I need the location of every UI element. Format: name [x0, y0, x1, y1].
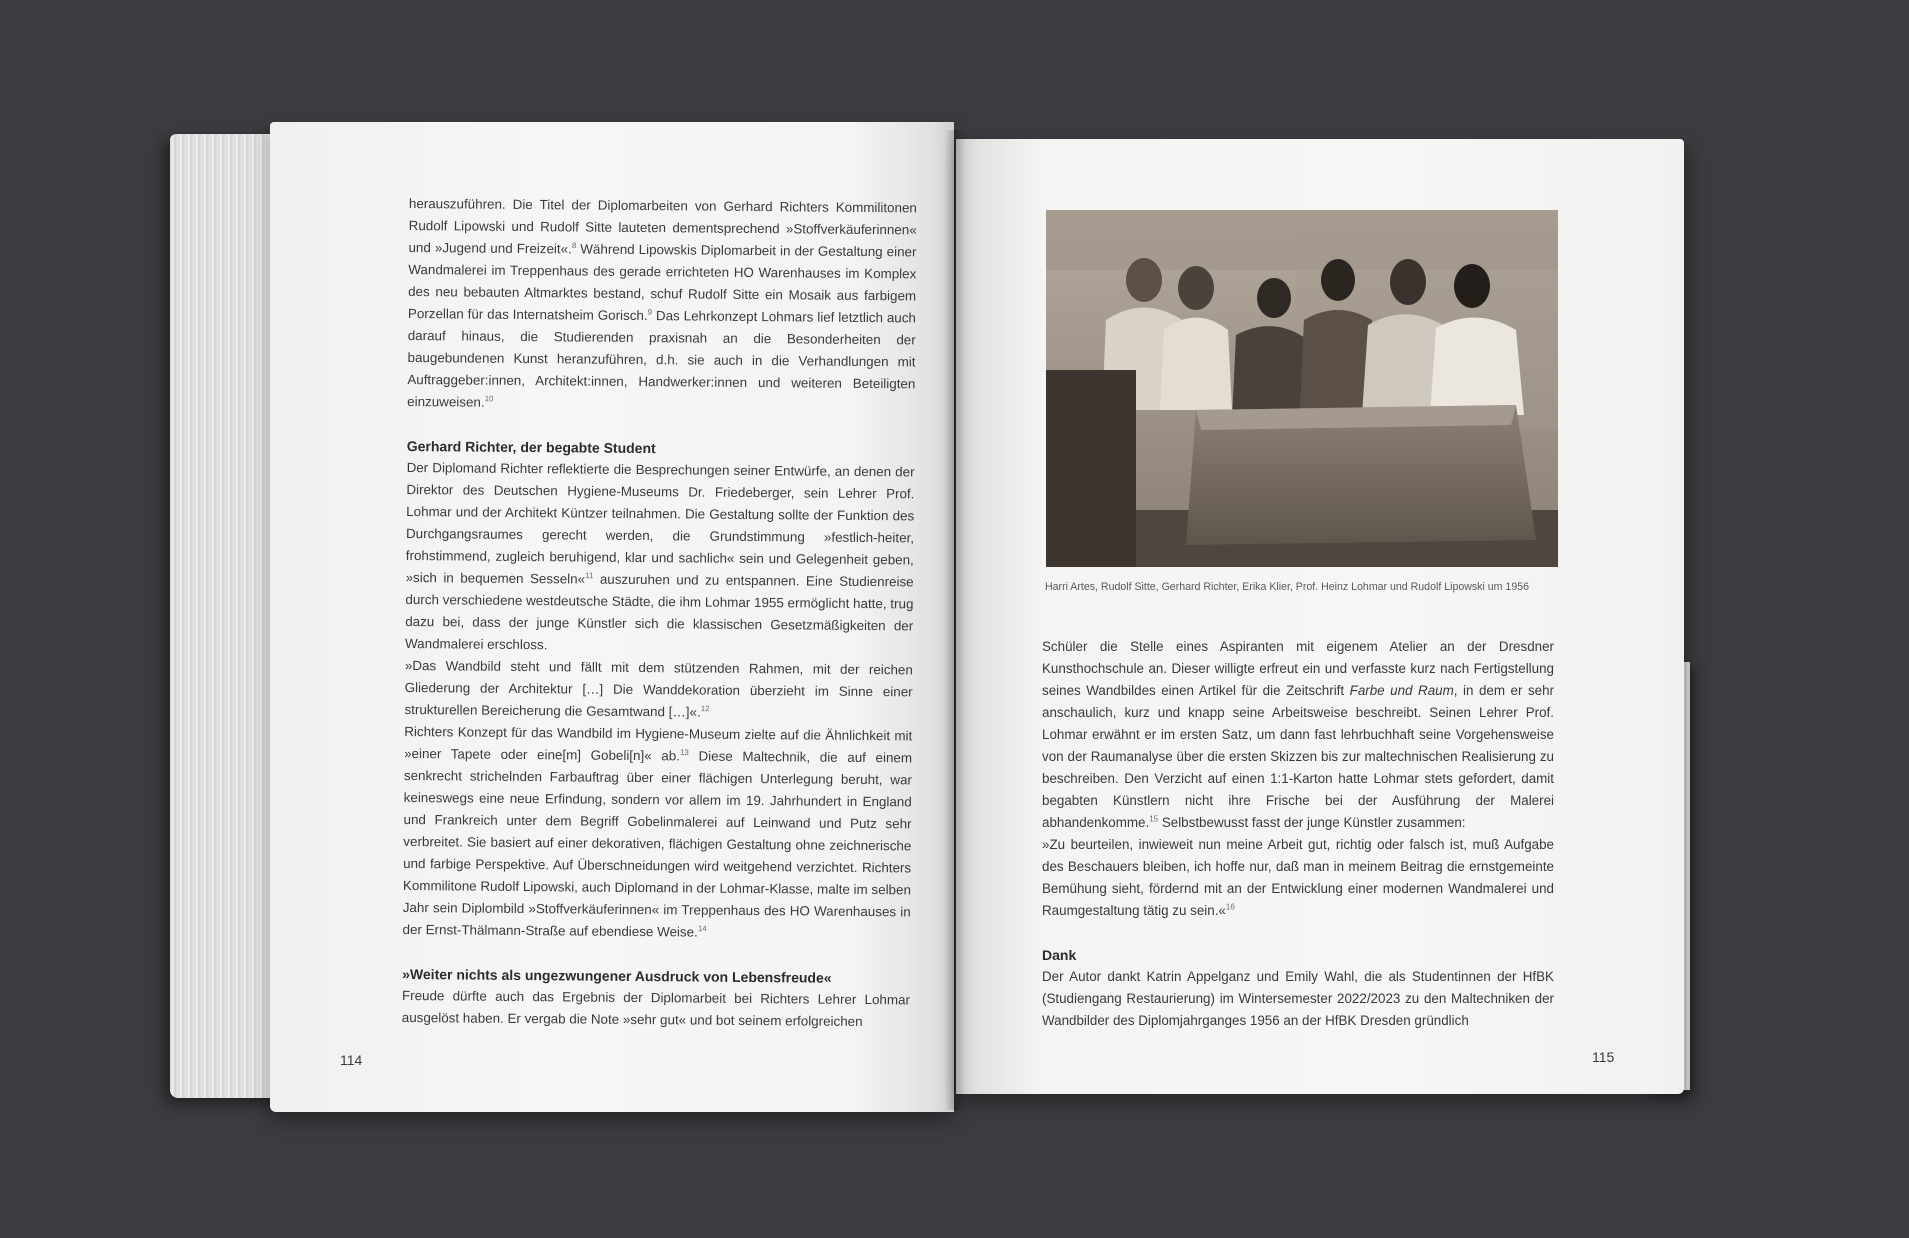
section-heading: Dank	[1042, 947, 1077, 963]
photo-caption: Harri Artes, Rudolf Sitte, Gerhard Richter, Erika Klier, Prof. Heinz Lohmar und Rudolf Lipowski um 1956	[1045, 581, 1529, 593]
footnote-ref: 9	[647, 307, 653, 317]
footnote-ref: 11	[585, 571, 594, 581]
section-heading: Gerhard Richter, der begabte Student	[406, 437, 656, 457]
page-number-right: 115	[1592, 1049, 1615, 1065]
quote-paragraph: »Das Wandbild steht und fällt mit dem stützenden Rahmen, mit der reichen Gliederung der Architektur […] Die Wanddekoration überzieht im Sinne einer strukturellen Bereicherung die Gesamtwand […]«.$^{12}$	[404, 657, 913, 720]
footnote-ref: 8	[571, 240, 577, 250]
footnote-ref: 16	[1225, 902, 1235, 912]
section-heading: »Weiter nichts als ungezwungener Ausdruck von Lebensfreude«	[402, 965, 832, 986]
footnote-ref: 12	[700, 704, 710, 714]
paragraph: herauszuführen. Die Titel der Diplomarbeiten von Gerhard Richters Kommilitonen Rudolf Lipowski und Rudolf Sitte lauteten dementsprechend »Stoffverkäuferinnen« und »Jugend und Freizeit«.$^8$ Während Lipowskis Diplomarbeit in der Gestaltung einer Wandmalerei im Treppenhaus des gerade errichteten HO Warenhauses im Komplex des neu bebauten Altmarktes bestand, schuf Rudolf Sitte ein Mosaik aus farbigem Porzellan für das Internatsheim Gorisch.$^9$ Das Lehrkonzept Lohmars lief letztlich auch darauf hinaus, die Studierenden praxisnah an die Besonderheiten der baugebundenen Kunst heranzuführen, d.h. sie auch in die Verhandlungen mit Auftraggeber:innen, Architekt:innen, Handwerker:innen und weiteren Beteiligten einzuweisen.$^{10}$	[407, 195, 917, 410]
paragraph: Richters Konzept für das Wandbild im Hygiene-Museum zielte auf die Ähnlichkeit mit »einer Tapete oder eine[m] Gobeli[n]« ab.$^{13}$ Diese Maltechnik, die auf einem senkrecht strichelnden Farbauftrag über einer flächigen Unterlegung beruht, war keineswegs eine neue Erfindung, sondern vor allem im 19. Jahrhundert in England und Frankreich unter dem Begriff Gobelinmalerei auf Leinwand und Putz sehr verbreitet. Sie basiert auf einer dekorativen, flächigen Gestaltung ohne zeichnerische und farbige Perspektive. Auf Überschneidungen wird weitgehend verzichtet. Richters Kommilitone Rudolf Lipowski, auch Diplomand in der Lohmar-Klasse, malte im selben Jahr sein Diplombild »Stoffverkäuferinnen« im Treppenhaus des HO Warenhauses in der Ernst-Thälmann-Straße auf ebendiese Weise.$^{14}$	[402, 723, 913, 940]
right-page-text	[1042, 636, 1554, 1032]
left-page-text	[402, 193, 917, 1033]
book-gutter	[944, 130, 966, 1110]
quote-paragraph: »Zu beurteilen, inwieweit nun meine Arbeit gut, richtig oder falsch ist, muß Aufgabe des Beschauers bleiben, ich hoffe nur, daß man in meinem Beitrag die ernstgemeinte Bemühung sieht, fördernd mit an der Entwicklung einer modernen Wandmalerei und Raumgestaltung tätig zu sein.«$^{16}$	[1042, 837, 1554, 918]
footnote-ref: 10	[484, 394, 494, 404]
page-number-left: 114	[340, 1052, 363, 1068]
footnote-ref: 14	[697, 924, 707, 934]
paragraph: Freude dürfte auch das Ergebnis der Diplomarbeit bei Richters Lehrer Lohmar ausgelöst haben. Er vergab die Note »sehr gut« und bot seinem erfolgreichen	[401, 987, 911, 1029]
paragraph: Der Diplomand Richter reflektierte die Besprechungen seiner Entwürfe, an denen der Direktor des Deutschen Hygiene-Museums Dr. Friedeberger, sein Lehrer Prof. Lohmar und der Architekt Küntzer teilnahmen. Die Gestaltung sollte der Funktion des Durchgangsraumes gerecht werden, die Grundstimmung »festlich-heiter, frohstimmend, zugleich beruhigend, klar und sachlich« sein und Gelegenheit geben, »sich in bequemen Sesseln«$^{11}$ auszuruhen und zu entspannen. Eine Studienreise durch verschiedene westdeutsche Städte, die ihm Lohmar 1955 ermöglicht hatte, trug dazu bei, dass der junge Künstler sich die klassischen Gesetzmäßigkeiten der Wandmalerei erschloss.	[405, 459, 915, 653]
footnote-ref: 13	[679, 747, 689, 757]
paragraph: Der Autor dankt Katrin Appelganz und Emily Wahl, die als Studentinnen der HfBK (Studiengang Restaurierung) im Wintersemester 2022/2023 zu den Maltechniken der Wandbilder des Diplomjahrganges 1956 an der HfBK Dresden gründlich	[1042, 969, 1554, 1028]
paragraph: Schüler die Stelle eines Aspiranten mit eigenem Atelier an der Dresdner Kunsthochschule an. Dieser willigte erfreut ein und verfasste kurz nach Fertigstellung seines Wandbildes einen Artikel für die Zeitschrift Farbe und Raum, in dem er sehr anschaulich, kurz und knapp seine Arbeitsweise beschreibt. Seinen Lehrer Prof. Lohmar erwähnt er im ersten Satz, um dann fast lehrbuchhaft seine Vorgehensweise von der Raumanalyse über die ersten Skizzen bis zur maltechnischen Realisierung zu beschreiben. Den Verzicht auf einen 1:1-Karton hatte Lohmar stets gefordert, damit begabten Künstlern nicht ihre Frische bei der Ausführung der Malerei abhandenkomme.$^{15}$ Selbstbewusst fasst der junge Künstler zusammen:	[1042, 639, 1555, 830]
historic-group-photo	[1046, 210, 1558, 567]
journal-title: Farbe und Raum	[1349, 683, 1454, 698]
footnote-ref: 15	[1149, 814, 1159, 824]
